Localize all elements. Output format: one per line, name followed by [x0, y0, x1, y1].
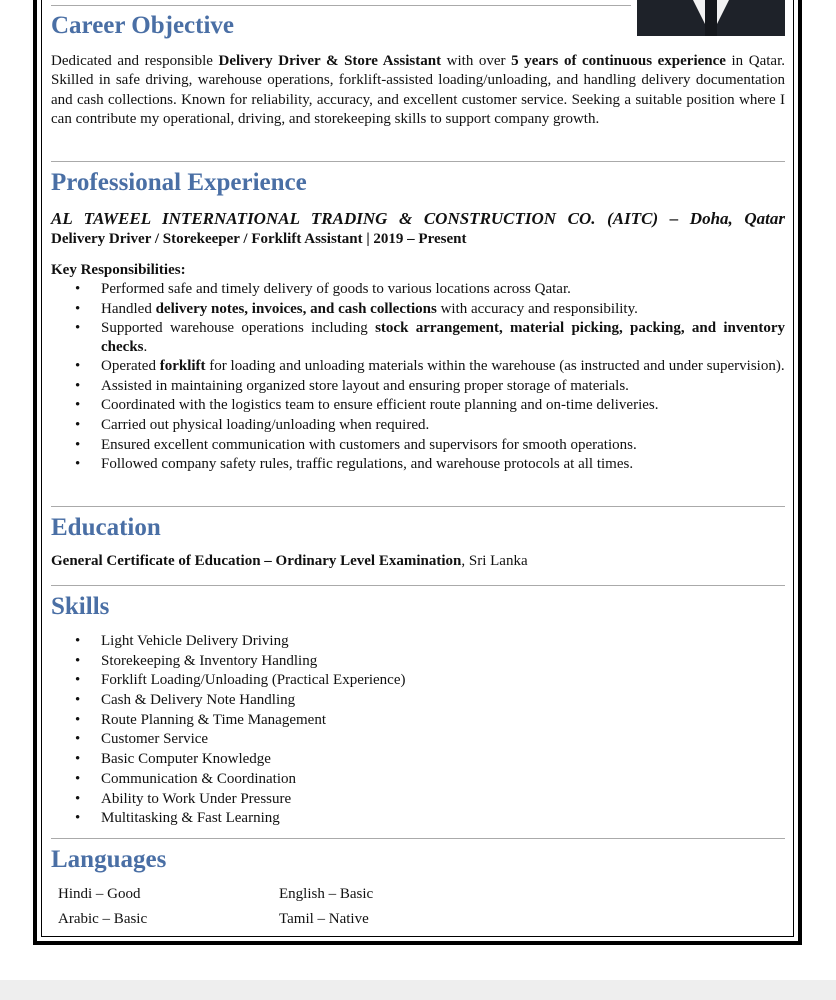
career-objective-text [51, 52, 785, 129]
list-item: • Carried out physical loading/unloading when required. [51, 416, 785, 435]
divider-education [51, 506, 785, 507]
skills-heading: Skills [51, 593, 110, 620]
list-item: • Basic Computer Knowledge [51, 750, 785, 769]
education-entry [51, 553, 528, 570]
career-text-bold-1: Delivery Driver & Store Assistant [218, 53, 442, 69]
list-item: • Handled delivery notes, invoices, and cash collections with accuracy and responsibility. [51, 300, 785, 319]
list-item: • Coordinated with the logistics team to ensure efficient route planning and on-time deliveries. [51, 396, 785, 415]
list-item: • Ability to Work Under Pressure [51, 790, 785, 809]
list-item: • Ensured excellent communication with customers and supervisors for smooth operations. [51, 436, 785, 455]
divider-languages [51, 838, 785, 839]
list-item: • Supported warehouse operations including stock arrangement, material picking, packing, and inventory checks. [51, 319, 785, 356]
career-text-2: with over [441, 53, 512, 69]
list-item: • Performed safe and timely delivery of goods to various locations across Qatar. [51, 280, 785, 299]
list-item: • Operated forklift for loading and unloading materials within the warehouse (as instructed and under supervision). [51, 357, 785, 376]
list-item: • Assisted in maintaining organized store layout and ensuring proper storage of materials. [51, 377, 785, 396]
list-item: • Customer Service [51, 730, 785, 749]
career-objective-heading: Career Objective [51, 12, 235, 39]
list-item: • Storekeeping & Inventory Handling [51, 652, 785, 671]
list-item: • Multitasking & Fast Learning [51, 809, 785, 828]
job-role: Delivery Driver / Storekeeper / Forklift Assistant | 2019 – Present [51, 231, 467, 247]
divider-top [51, 5, 631, 6]
company-name: AL TAWEEL INTERNATIONAL TRADING & CONSTRUCTION CO. (AITC) – Doha, Qatar [51, 209, 785, 228]
list-item: • Followed company safety rules, traffic regulations, and warehouse protocols at all times. [51, 455, 785, 474]
career-text-3: in Qatar. Skilled in safe driving, warehouse operations, forklift-assisted loading/unloading, and handling delivery documentation and cash collections. Known for reliability, accuracy, and excellent customer service. Seeking a suitable position where I can contribute my operational, driving, and storekeeping skills to support company growth. [51, 53, 785, 127]
profile-photo [637, 0, 785, 36]
responsibilities-list [51, 280, 785, 475]
language-english: English – Basic [279, 886, 374, 902]
career-text-1: Dedicated and responsible [51, 53, 219, 69]
list-item: • Forklift Loading/Unloading (Practical Experience) [51, 671, 785, 690]
list-item: • Communication & Coordination [51, 770, 785, 789]
career-text-bold-2: 5 years of continuous experience [511, 53, 726, 69]
language-hindi: Hindi – Good [58, 886, 141, 902]
education-heading: Education [51, 514, 161, 541]
education-qualification: General Certificate of Education – Ordinary Level Examination [51, 553, 462, 569]
language-tamil: Tamil – Native [279, 911, 369, 927]
divider-experience [51, 161, 785, 162]
responsibilities-label: Key Responsibilities: [51, 262, 186, 278]
list-item: • Light Vehicle Delivery Driving [51, 632, 785, 651]
viewer-bottom-bar [0, 980, 836, 1000]
skills-list [51, 632, 785, 829]
divider-skills [51, 585, 785, 586]
education-location: , Sri Lanka [461, 553, 528, 569]
necktie [705, 0, 717, 36]
list-item: • Route Planning & Time Management [51, 711, 785, 730]
language-arabic: Arabic – Basic [58, 911, 148, 927]
list-item: • Cash & Delivery Note Handling [51, 691, 785, 710]
languages-heading: Languages [51, 846, 167, 873]
experience-heading: Professional Experience [51, 169, 307, 196]
